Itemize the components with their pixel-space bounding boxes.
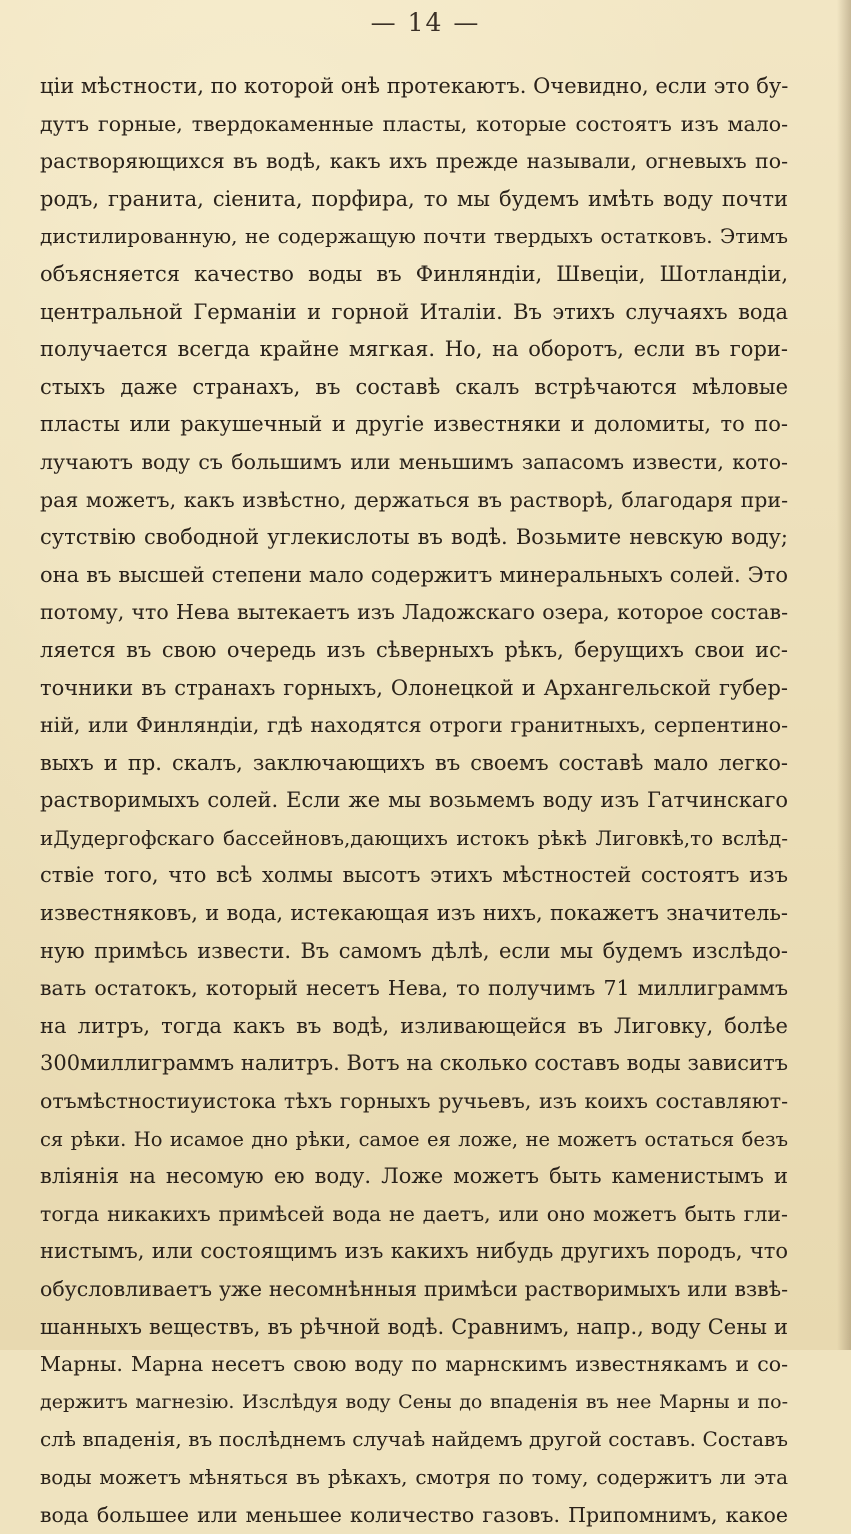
text-line: пласты или ракушечный и другіе известняки и доломиты, то по- <box>40 412 788 437</box>
page-number: — 14 — <box>370 8 481 37</box>
text-line: ся рѣки. Но исамое дно рѣки, самое ея ложе, не можетъ остаться безъ <box>40 1127 788 1151</box>
text-line: обусловливаетъ уже несомнѣнныя примѣси растворимыхъ или взвѣ- <box>40 1277 788 1301</box>
text-line: она въ высшей степени мало содержитъ минеральныхъ солей. Это <box>40 562 788 587</box>
text-line: объясняется качество воды въ Финляндіи, Швеціи, Шотландіи, <box>40 261 788 286</box>
text-line: ляется въ свою очередь изъ сѣверныхъ рѣкъ, берущихъ свои ис- <box>40 637 788 662</box>
text-line: вода большее или меньшее количество газовъ. Припомнимъ, какое <box>40 1502 788 1527</box>
text-line: сутствію свободной углекислоты въ водѣ. Возьмите невскую воду; <box>40 525 788 550</box>
text-line: родъ, гранита, сіенита, порфира, то мы будемъ имѣть воду почти <box>40 186 788 211</box>
text-line: Марны. Марна несетъ свою воду по марнскимъ известнякамъ и со- <box>40 1352 788 1377</box>
text-line: стыхъ даже странахъ, въ составѣ скалъ встрѣчаются мѣловые <box>40 374 788 399</box>
text-line: тогда никакихъ примѣсей вода не даетъ, или оно можетъ быть гли- <box>40 1201 788 1226</box>
text-line: дистилированную, не содержащую почти твердыхъ остатковъ. Этимъ <box>40 224 788 249</box>
text-line: рая можетъ, какъ извѣстно, держаться въ растворѣ, благодаря при- <box>40 487 788 512</box>
text-line: 300миллиграммъ налитръ. Вотъ на сколько составъ воды зависитъ <box>40 1051 788 1076</box>
text-line: известняковъ, и вода, истекающая изъ нихъ, покажетъ значитель- <box>40 901 788 926</box>
text-line: шанныхъ веществъ, въ рѣчной водѣ. Сравнимъ, напр., воду Сены и <box>40 1314 788 1339</box>
text-line: дутъ горные, твердокаменные пласты, которые состоятъ изъ мало- <box>40 111 788 136</box>
text-line: центральной Германіи и горной Италіи. Въ этихъ случаяхъ вода <box>40 299 788 324</box>
body-text <box>40 68 788 1534</box>
text-line: на литръ, тогда какъ въ водѣ, изливающейся въ Лиговку, болѣе <box>40 1013 788 1038</box>
text-line: иДудергофскаго бассейновъ,дающихъ истокъ рѣкѣ Лиговкѣ,то вслѣд- <box>40 825 788 850</box>
text-line: нистымъ, или состоящимъ изъ какихъ нибудь другихъ породъ, что <box>40 1239 788 1264</box>
text-line: потому, что Нева вытекаетъ изъ Ладожскаго озера, которое состав- <box>40 600 788 625</box>
text-line: ціи мѣстности, по которой онѣ протекаютъ. Очевидно, если это бу- <box>40 74 788 98</box>
text-line: ствіе того, что всѣ холмы высотъ этихъ мѣстностей состоятъ изъ <box>40 863 788 888</box>
text-line: лучаютъ воду съ большимъ или меньшимъ запасомъ извести, кото- <box>40 449 788 474</box>
text-line: ній, или Финляндіи, гдѣ находятся отроги гранитныхъ, серпентино- <box>40 713 788 738</box>
text-line: выхъ и пр. скалъ, заключающихъ въ своемъ составѣ мало легко- <box>40 750 788 775</box>
text-line: воды можетъ мѣняться въ рѣкахъ, смотря по тому, содержитъ ли эта <box>40 1464 788 1489</box>
text-line: вать остатокъ, который несетъ Нева, то получимъ 71 миллиграммъ <box>40 976 788 1001</box>
text-line: вліянія на несомую ею воду. Ложе можетъ быть каменистымъ и <box>40 1164 788 1189</box>
text-line: держитъ магнезію. Изслѣдуя воду Сены до впаденія въ нее Марны и по- <box>40 1390 788 1413</box>
page-edge-shadow <box>837 0 851 1350</box>
text-line: слѣ впаденія, въ послѣднемъ случаѣ найдемъ другой составъ. Составъ <box>40 1427 788 1452</box>
text-line: ную примѣсь извести. Въ самомъ дѣлѣ, если мы будемъ изслѣдо- <box>40 938 788 963</box>
text-line: получается всегда крайне мягкая. Но, на оборотъ, если въ гори- <box>40 337 788 362</box>
text-line: точники въ странахъ горныхъ, Олонецкой и Архангельской губер- <box>40 675 788 700</box>
text-line: растворимыхъ солей. Если же мы возьмемъ воду изъ Гатчинскаго <box>40 788 788 813</box>
text-line: отъмѣстностиуистока тѣхъ горныхъ ручьевъ, изъ коихъ составляют- <box>40 1089 788 1114</box>
text-line: растворяющихся въ водѣ, какъ ихъ прежде называли, огневыхъ по- <box>40 149 788 174</box>
